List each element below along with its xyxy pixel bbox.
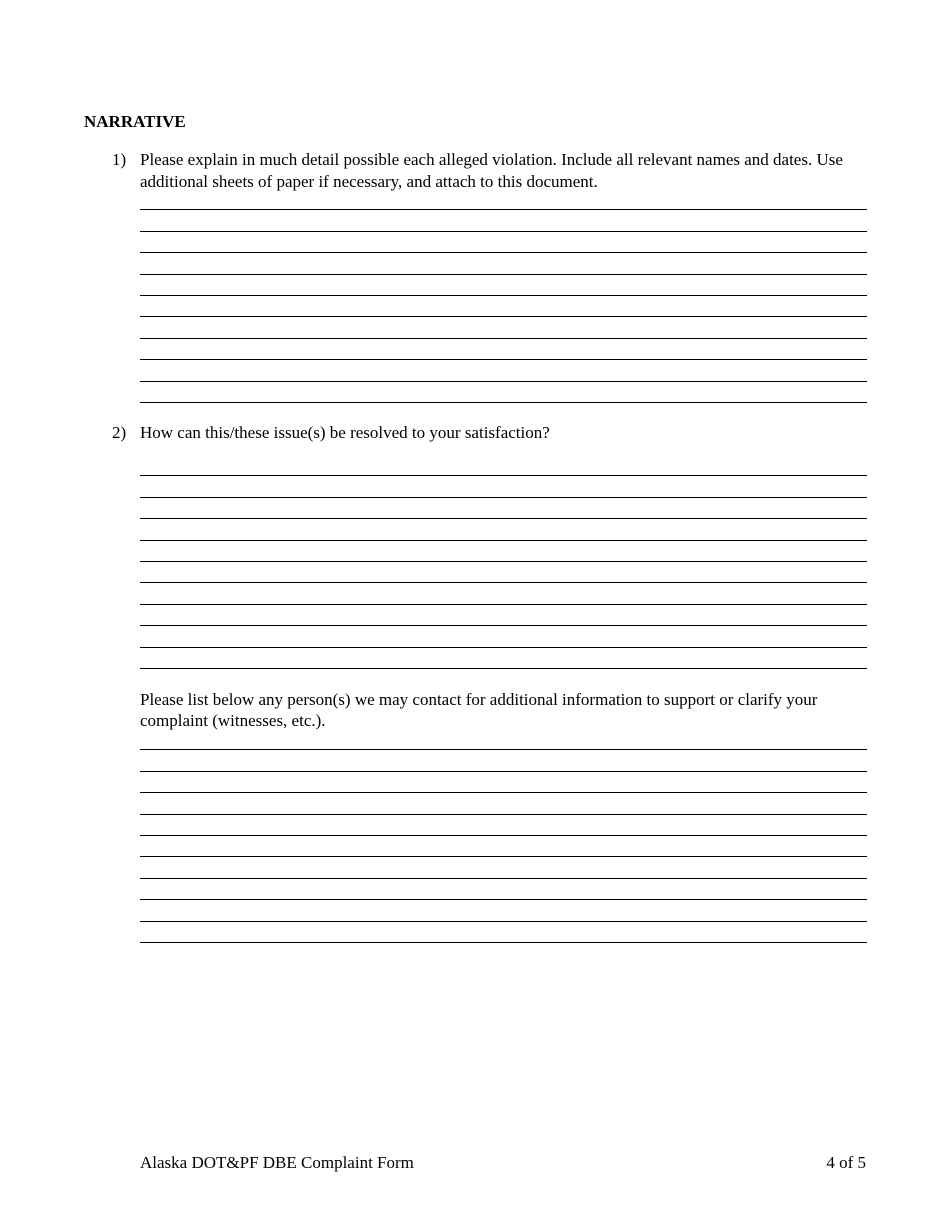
answer-line[interactable] [140, 605, 867, 626]
answer-line[interactable] [140, 232, 867, 253]
answer-lines-2[interactable] [140, 455, 867, 669]
answer-line[interactable] [140, 541, 867, 562]
answer-line[interactable] [140, 498, 867, 519]
question-1-text: Please explain in much detail possible each alleged violation. Include all relevant names and dates. Use additional sheets of paper if necessary, and attach to this document. [140, 150, 843, 191]
question-1-number: 1) [112, 150, 127, 169]
answer-line[interactable] [140, 922, 867, 943]
answer-line[interactable] [140, 900, 867, 921]
answer-line[interactable] [140, 210, 867, 231]
answer-line[interactable] [140, 815, 867, 836]
answer-line[interactable] [140, 275, 867, 296]
answer-line[interactable] [140, 729, 867, 750]
answer-line[interactable] [140, 476, 867, 497]
answer-line[interactable] [140, 772, 867, 793]
footer-form-name: Alaska DOT&PF DBE Complaint Form [140, 1153, 414, 1172]
answer-line[interactable] [140, 879, 867, 900]
answer-line[interactable] [140, 793, 867, 814]
question-2-number: 2) [112, 423, 127, 442]
question-2-text: How can this/these issue(s) be resolved to your satisfaction? [140, 423, 550, 442]
answer-line[interactable] [140, 253, 867, 274]
answer-line[interactable] [140, 360, 867, 381]
answer-line[interactable] [140, 455, 867, 476]
answer-line[interactable] [140, 296, 867, 317]
contacts-instructions: Please list below any person(s) we may contact for additional information to support or clarify your complaint (witnesses, etc.). [140, 690, 818, 730]
answer-line[interactable] [140, 583, 867, 604]
answer-line[interactable] [140, 836, 867, 857]
answer-line[interactable] [140, 317, 867, 338]
answer-lines-1[interactable] [140, 189, 867, 403]
answer-line[interactable] [140, 750, 867, 771]
answer-line[interactable] [140, 519, 867, 540]
answer-line[interactable] [140, 626, 867, 647]
section-heading: NARRATIVE [84, 112, 186, 131]
answer-line[interactable] [140, 382, 867, 403]
answer-line[interactable] [140, 648, 867, 669]
contact-lines[interactable] [140, 729, 867, 943]
answer-line[interactable] [140, 857, 867, 878]
footer-page-number: 4 of 5 [826, 1153, 866, 1172]
answer-line[interactable] [140, 339, 867, 360]
answer-line[interactable] [140, 562, 867, 583]
answer-line[interactable] [140, 189, 867, 210]
